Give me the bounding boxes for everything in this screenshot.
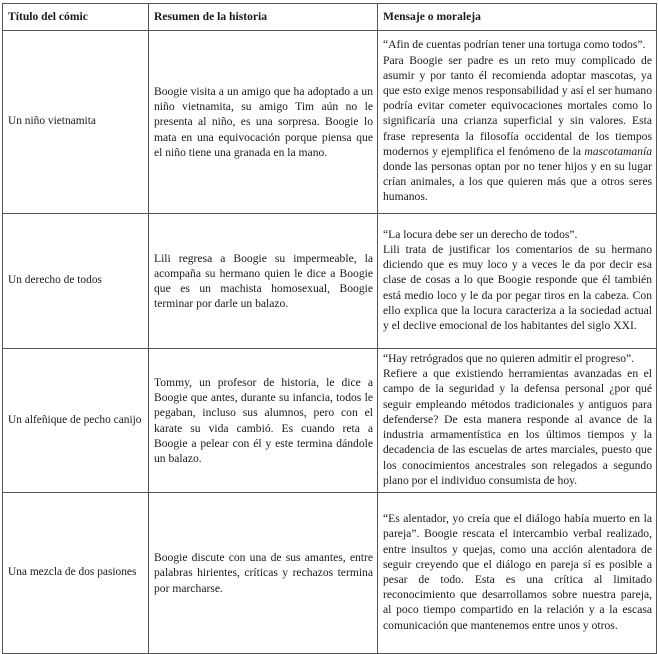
moral-quote: “Hay retrógrados que no quieren admitir el progreso”.: [383, 352, 635, 366]
header-summary: Resumen de la historia: [149, 4, 378, 31]
comic-title: Una mezcla de dos pasiones: [3, 493, 149, 654]
moral-quote: “Es alentador, yo creía que el diálogo había muerto en la pareja”.: [383, 512, 652, 541]
moral-quote: “La locura debe ser un derecho de todos”.: [383, 227, 578, 241]
story-summary: Boogie visita a un amigo que ha adoptado a un niño vietnamita, su amigo Tim aún no le presenta al niño, es una sorpresa. Boogie lo mata en una equivocación porque piensa que el niño tiene una granada en la mano.: [149, 31, 378, 214]
table-row: [3, 349, 657, 493]
moral-message: [378, 31, 657, 214]
moral-text: Boogie rescata el intercambio verbal realizado, entre insultos y quejas, como una acción alentadora de seguir creyendo que el diálogo en pareja sí es posible a pesar de todo. Esta es una crítica al limitado reconocimiento que desarrollamos sobre nuestra pareja, al poco tiempo compartido en la relación y a la escasa comunicación que mantenemos entre unos y otros.: [383, 527, 652, 632]
table-header-row: [3, 4, 657, 31]
story-summary: Lili regresa a Boogie su impermeable, la acompaña su hermano quien le dice a Boogie que es un machista homosexual, Boogie terminar por darle un balazo.: [149, 214, 378, 349]
moral-message: [378, 493, 657, 654]
table-row: [3, 493, 657, 654]
moral-text: Lili trata de justificar los comentarios de su hermano diciendo que es muy loco y a veces le da por decir esa clase de cosas a lo que Boogie responde que él también está medio loco y le da por pegar tiros en la cabeza. Con ello explica que la locura caracteriza a la sociedad actual y el declive emocional de los habitantes del siglo XXI.: [383, 242, 652, 332]
moral-text-end: donde las personas optan por no tener hijos y en su lugar crían animales, a los que quieren más que a otros seres humanos.: [383, 160, 652, 204]
comic-analysis-table: [2, 3, 657, 654]
moral-text: Refiere a que existiendo herramientas avanzadas en el campo de la seguridad y la defensa personal ¿por qué seguir empleando métodos tradicionales y antiguos para defenderse? De esta manera responde al avance de la industria armamentística en los últimos tiempos y la decadencia de las escuelas de artes marciales, puesto que los conocimientos ancestrales son relegados a segundo plano por el individuo consumista de hoy.: [383, 367, 652, 487]
moral-text: Para Boogie ser padre es un reto muy complicado de asumir y por tanto él recomienda adoptar mascotas, ya que esto exige menos responsabilidad y así el ser humano podría evitar cometer equivocaciones mortales como lo significaría una crianza superficial y sin valores. Esta frase representa la filosofía occidental de los tiempos modernos y ejemplifica el fenómeno de la: [383, 53, 652, 158]
moral-quote: “Afin de cuentas podrían tener una tortuga como todos”.: [383, 38, 646, 52]
table-row: [3, 214, 657, 349]
story-summary: Boogie discute con una de sus amantes, entre palabras hirientes, críticas y rechazos termina por marcharse.: [149, 493, 378, 654]
table-row: [3, 31, 657, 214]
moral-message: [378, 214, 657, 349]
moral-message: [378, 349, 657, 493]
story-summary: Tommy, un profesor de historia, le dice a Boogie que antes, durante su infancia, todos le pegaban, incluso sus alumnos, pero con el karate su vida cambió. Es cuando reta a Boogie a pelear con él y este termina dándole un balazo.: [149, 349, 378, 493]
comic-title: Un derecho de todos: [3, 214, 149, 349]
comic-title: Un niño vietnamita: [3, 31, 149, 214]
moral-emphasis: mascotamanía: [584, 144, 652, 158]
comic-title: Un alfeñique de pecho canijo: [3, 349, 149, 493]
header-title: Título del cómic: [3, 4, 149, 31]
header-message: Mensaje o moraleja: [378, 4, 657, 31]
